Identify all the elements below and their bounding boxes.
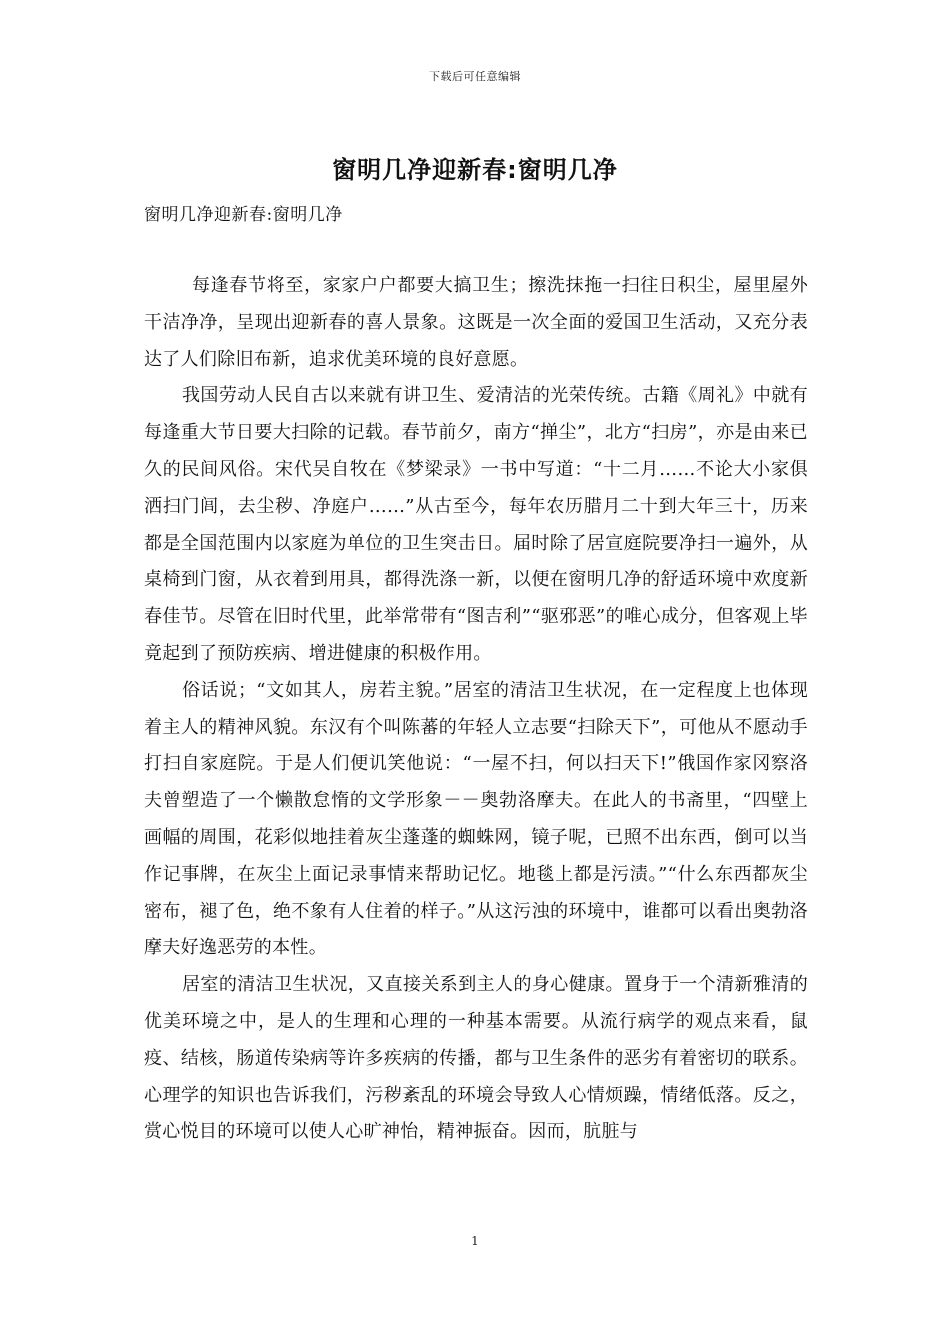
paragraph: 俗话说；“文如其人，房若主貌。”居室的清洁卫生状况，在一定程度上也体现着主人的精神风貌。东汉有个叫陈蕃的年轻人立志要“扫除天下”，可他从不愿动手打扫自家庭院。于是人们便讥笑他说：“一屋不扫，何以扫天下!”俄国作家冈察洛夫曾塑造了一个懒散怠惰的文学形象－－奥勃洛摩夫。在此人的书斋里，“四壁上画幅的周围，花彩似地挂着灰尘蓬蓬的蜘蛛网，镜子呢，已照不出东西，倒可以当作记事牌，在灰尘上面记录事情来帮助记忆。地毯上都是污渍。”“什么东西都灰尘密布，褪了色，绝不象有人住着的样子。”从这污浊的环境中，谁都可以看出奥勃洛摩夫好逸恶劳的本性。 xyxy=(144,679,808,959)
page-number: 1 xyxy=(471,1234,479,1248)
paragraph: 我国劳动人民自古以来就有讲卫生、爱清洁的光荣传统。古籍《周礼》中就有每逢重大节日要大扫除的记载。春节前夕，南方“掸尘”，北方“扫房”，亦是由来已久的民间风俗。宋代吴自牧在《梦梁录》一书中写道：“十二月……不论大小家俱洒扫门闾，去尘秽、净庭户……”从古至今，每年农历腊月二十到大年三十，历来都是全国范围内以家庭为单位的卫生突击日。届时除了居宣庭院要净扫一遍外，从桌椅到门窗，从衣着到用具，都得洗涤一新，以便在窗明几净的舒适环境中欢度新春佳节。尽管在旧时代里，此举常带有“图吉利”“驱邪恶”的唯心成分，但客观上毕竟起到了预防疾病、增进健康的积极作用。 xyxy=(144,385,808,664)
subtitle: 窗明几净迎新春:窗明几净 xyxy=(144,205,343,225)
paragraph: 居室的清洁卫生状况，又直接关系到主人的身心健康。置身于一个清新雅清的优美环境之中，是人的生理和心理的一种基本需要。从流行病学的观点来看，鼠疫、结核，肠道传染病等许多疾病的传播，都与卫生条件的恶劣有着密切的联系。心理学的知识也告诉我们，污秽紊乱的环境会导致人心情烦躁，情绪低落。反之，赏心悦目的环境可以使人心旷神怡，精神振奋。因而，肮脏与 xyxy=(144,974,808,1143)
page-title: 窗明几净迎新春:窗明几净 xyxy=(332,156,618,184)
body-text xyxy=(144,268,808,1151)
header-note: 下载后可任意编辑 xyxy=(429,70,521,83)
paragraph: 每逢春节将至，家家户户都要大搞卫生；擦洗抹拖一扫往日积尘，屋里屋外干洁净净，呈现出迎新春的喜人景象。这既是一次全面的爱国卫生活动，又充分表达了人们除旧布新，追求优美环境的良好意愿。 xyxy=(144,275,808,370)
